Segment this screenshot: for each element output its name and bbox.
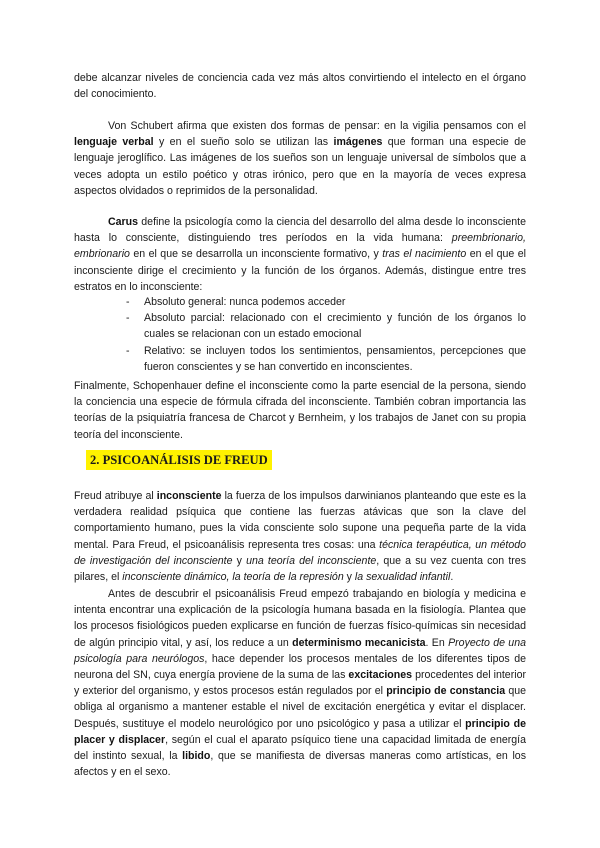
paragraph-freud-biology: Antes de descubrir el psicoanálisis Freud empezó trabajando en biología y medicina e intenta encontrar una explicación de la psicología humana basada en la fisiología. Plantea que los procesos fisiológicos pueden explicarse en función de fuerzas físico-químicas sin necesidad de algún principio vital, y así, los reduce a un determinismo mecanicista. En Proyecto de una psicología para neurólogos, hace depender los procesos mentales de los diferentes tipos de neurona del SN, cuya energía proviene de la suma de las excitaciones procedentes del interior y exterior del organismo, y estos procesos están regulados por el principio de constancia que obliga al organismo a mantener estable el nivel de excitación energética y evitar el displacer. Después, sustituye el modelo neurológico por uno psicológico y pasa a utilizar el principio de placer y displacer, según el cual el aparato psíquico tiene una capacidad limitada de energía del instinto sexual, la libido, que se manifiesta de diversas maneras como artísticas, en los afectos y en el sexo.	[74, 588, 527, 779]
paragraph-von-schubert: Von Schubert afirma que existen dos formas de pensar: en la vigilia pensamos con el lenguaje verbal y en el sueño solo se utilizan las imágenes que forman una especie de lenguaje jeroglífico. Las imágenes de los sueños son un lenguaje universal de símbolos que a veces adopta un estilo poético y otras irónico, pero que en la mayoría de veces expresa aspectos olvidados o reprimidos de la personalidad.	[74, 120, 526, 197]
dash-marker: -	[126, 296, 130, 308]
list-item: - Absoluto parcial: relacionado con el crecimiento y función de los órganos lo cuales se relacionan con un estado emocional	[126, 312, 526, 341]
term-carus: Carus	[108, 216, 139, 228]
term-tecnica-terapeutica: técnica terapéutica, un método de investigación del inconsciente	[74, 538, 526, 567]
paragraph-intellect: debe alcanzar niveles de conciencia cada vez más altos convirtiendo el intelecto en el órgano del conocimiento.	[74, 72, 526, 101]
strata-list	[74, 294, 526, 375]
term-inconsciente-dinamico: inconsciente dinámico, la teoría de la represión	[122, 571, 344, 584]
list-item: - Relativo: se incluyen todos los sentimientos, pensamientos, percepciones que fueron conscientes y se han convertido en inconscientes.	[126, 344, 526, 373]
term-imagenes: imágenes	[333, 136, 383, 149]
list-item: - Absoluto general: nunca podemos acceder	[74, 294, 526, 310]
term-inconsciente: inconsciente	[156, 490, 222, 502]
term-preembrionario: preembrionario, embrionario	[74, 232, 526, 261]
paragraph-carus: Carus define la psicología como la ciencia del desarrollo del alma desde lo inconsciente hasta lo consciente, distinguiendo tres períodos en la vida humana: preembrionario, embrionario en el que se desarrolla un inconsciente formativo, y tras el nacimiento en el que el inconsciente dirige el crecimiento y la función de los órganos. Además, distingue entre tres estratos en lo inconsciente:	[74, 216, 526, 293]
term-principio-constancia: principio de constancia	[386, 685, 506, 698]
dash-marker: -	[126, 344, 130, 357]
term-proyecto: Proyecto de una psicología para neurólogos	[74, 636, 526, 665]
term-determinismo: determinismo mecanicista	[292, 636, 426, 649]
term-tras-el-nacimiento: tras el nacimiento	[382, 248, 467, 261]
dash-marker: -	[126, 312, 130, 325]
section-heading: 2. PSICOANÁLISIS DE FREUD	[86, 450, 272, 470]
term-sexualidad-infantil: la sexualidad infantil	[354, 571, 451, 584]
paragraph-freud-unconscious: Freud atribuye al inconsciente la fuerza de los impulsos darwinianos planteando que este es la verdadera realidad psíquica que contiene las fuerzas atávicas que son la clave del comportamiento humano, pues la vida consciente solo supone una pequeña parte de la vida mental. Para Freud, el psicoanálisis representa tres cosas: una técnica terapéutica, un método de investigación del inconsciente y una teoría del inconsciente, que a su vez cuenta con tres pilares, el inconsciente dinámico, la teoría de la represión y la sexualidad infantil.	[74, 490, 526, 584]
paragraph-schopenhauer: Finalmente, Schopenhauer define el inconsciente como la parte esencial de la persona, siendo la conciencia una especie de fórmula cifrada del inconsciente. También cobran importancia las teorías de la psiquiatría francesa de Charcot y Bernheim, y los trabajos de Janet con su propia teoría del inconsciente.	[74, 380, 526, 441]
term-libido: libido	[182, 750, 211, 763]
term-excitaciones: excitaciones	[348, 669, 413, 682]
term-lenguaje-verbal: lenguaje verbal	[74, 136, 154, 149]
term-teoria-inconsciente: una teoría del inconsciente	[246, 554, 377, 567]
term-principio-placer: principio de placer y displacer	[74, 717, 526, 746]
